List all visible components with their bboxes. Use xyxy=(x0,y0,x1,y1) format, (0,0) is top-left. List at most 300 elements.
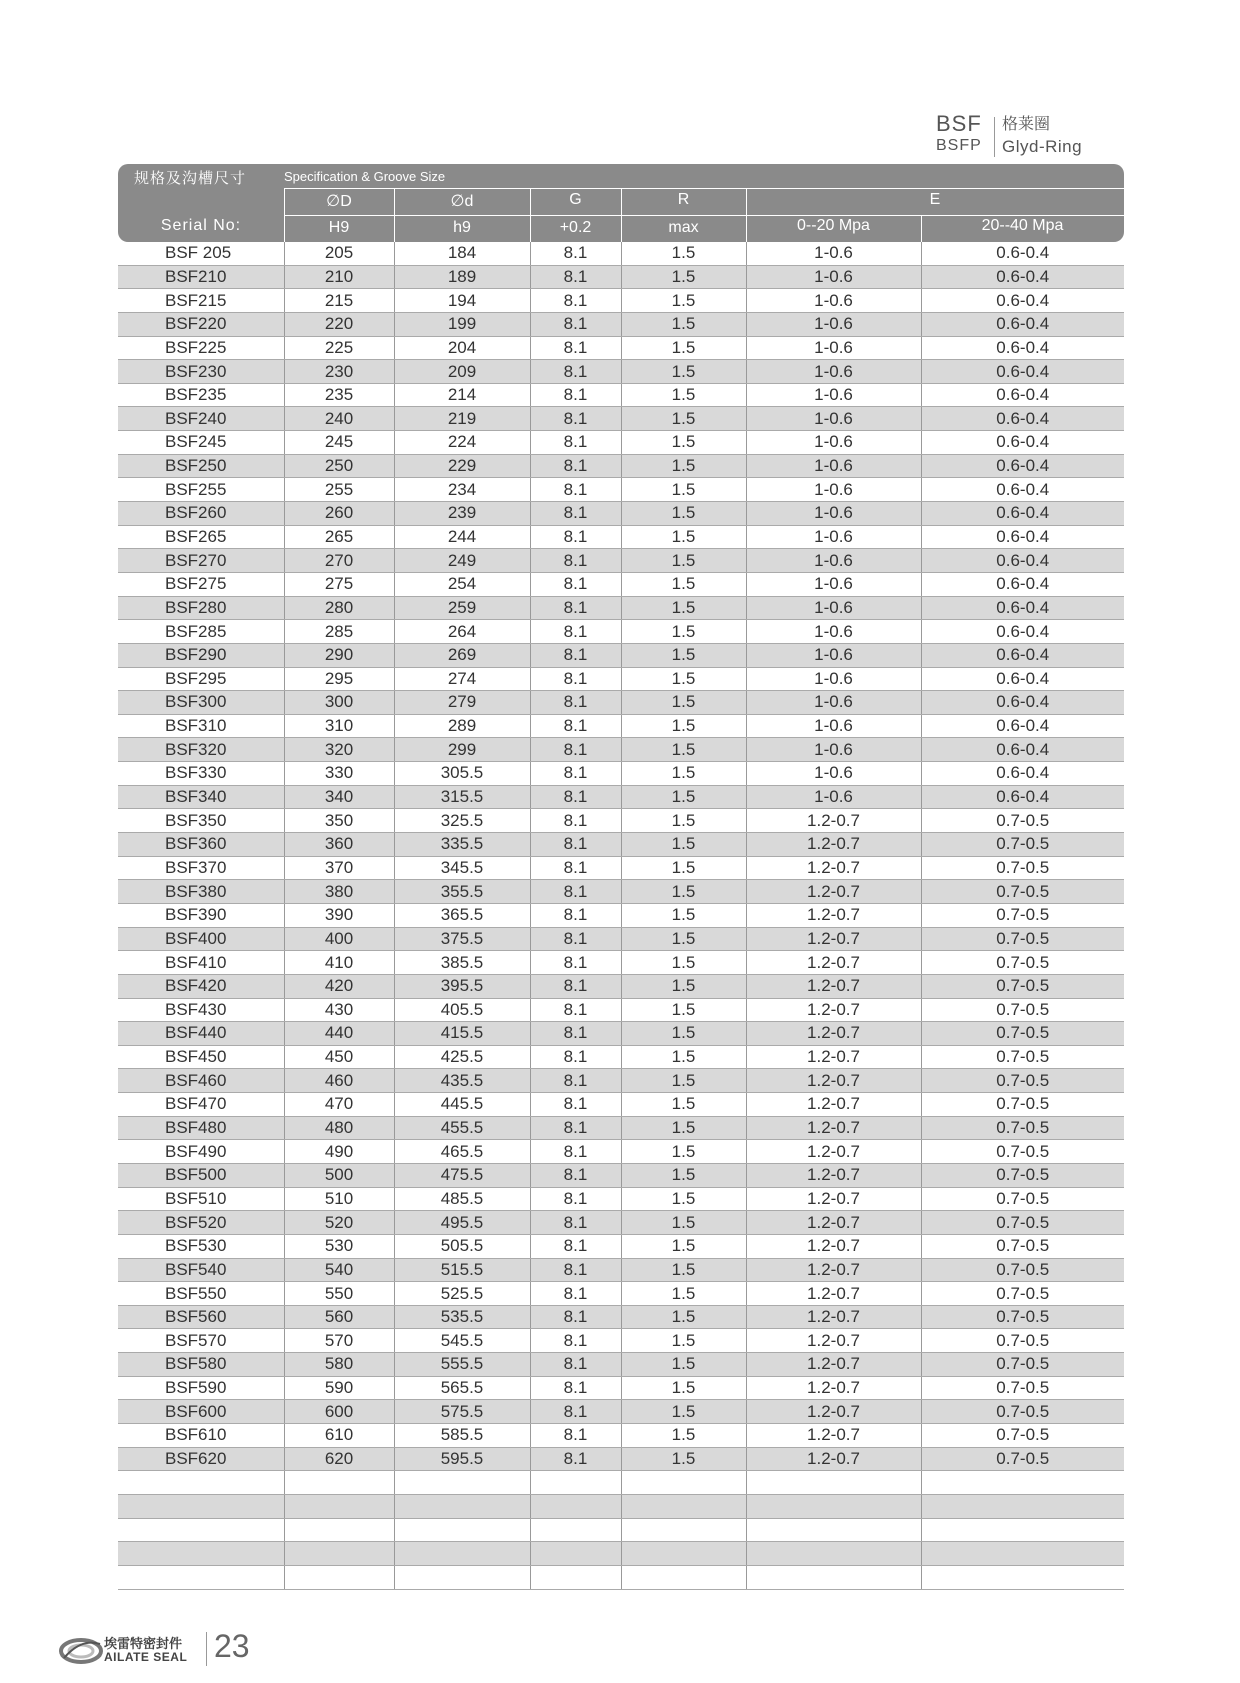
cell-gap-high: 0.6-0.4 xyxy=(921,242,1124,265)
cell-groove: 8.1 xyxy=(530,336,621,360)
cell-gap-high: 0.7-0.5 xyxy=(921,951,1124,975)
table-row xyxy=(118,572,1124,596)
col-header-G: G xyxy=(569,191,582,208)
cell-radius: 1.5 xyxy=(621,1400,746,1424)
cell-radius: 1.5 xyxy=(621,1163,746,1187)
cell-gap-low: 1.2-0.7 xyxy=(746,1069,921,1093)
col-header-R: R xyxy=(677,191,690,208)
cell-serial: BSF400 xyxy=(118,927,284,951)
cell-radius: 1.5 xyxy=(621,431,746,455)
cell-groove: 8.1 xyxy=(530,1163,621,1187)
cell-groove: 8.1 xyxy=(530,1305,621,1329)
cell-gap-low xyxy=(746,1565,921,1589)
cell-od: 215 xyxy=(284,289,394,313)
cell-od: 300 xyxy=(284,691,394,715)
cell-radius: 1.5 xyxy=(621,1376,746,1400)
cell-id: 239 xyxy=(394,502,530,526)
cell-groove: 8.1 xyxy=(530,880,621,904)
cell-gap-low: 1-0.6 xyxy=(746,454,921,478)
product-names xyxy=(1002,115,1122,159)
cell-radius: 1.5 xyxy=(621,785,746,809)
cell-radius: 1.5 xyxy=(621,502,746,526)
cell-groove xyxy=(530,1471,621,1495)
cell-serial: BSF590 xyxy=(118,1376,284,1400)
cell-groove: 8.1 xyxy=(530,572,621,596)
table-row xyxy=(118,1258,1124,1282)
cell-gap-low xyxy=(746,1471,921,1495)
table-row xyxy=(118,1353,1124,1377)
table-row xyxy=(118,903,1124,927)
table-row xyxy=(118,643,1124,667)
cell-serial: BSF 205 xyxy=(118,242,284,265)
cell-radius: 1.5 xyxy=(621,738,746,762)
col-header-d: ∅d xyxy=(450,193,474,210)
cell-id: 535.5 xyxy=(394,1305,530,1329)
cell-radius: 1.5 xyxy=(621,998,746,1022)
cell-gap-high: 0.6-0.4 xyxy=(921,407,1124,431)
cell-serial: BSF410 xyxy=(118,951,284,975)
cell-id: 515.5 xyxy=(394,1258,530,1282)
cell-gap-high: 0.7-0.5 xyxy=(921,1376,1124,1400)
table-row xyxy=(118,1234,1124,1258)
cell-gap-high: 0.6-0.4 xyxy=(921,549,1124,573)
table-row xyxy=(118,502,1124,526)
cell-id: 214 xyxy=(394,383,530,407)
cell-od: 560 xyxy=(284,1305,394,1329)
cell-od: 600 xyxy=(284,1400,394,1424)
cell-radius: 1.5 xyxy=(621,1424,746,1448)
cell-od: 295 xyxy=(284,667,394,691)
table-row xyxy=(118,880,1124,904)
table-row xyxy=(118,714,1124,738)
table-row xyxy=(118,738,1124,762)
col-sub-G: +0.2 xyxy=(559,219,592,236)
footer-divider xyxy=(206,1632,207,1666)
table-row xyxy=(118,1069,1124,1093)
cell-groove: 8.1 xyxy=(530,1447,621,1471)
cell-gap-high: 0.7-0.5 xyxy=(921,1424,1124,1448)
cell-groove: 8.1 xyxy=(530,691,621,715)
spec-table-body xyxy=(118,242,1124,1590)
cell-gap-high xyxy=(921,1471,1124,1495)
cell-gap-low: 1.2-0.7 xyxy=(746,1093,921,1117)
cell-radius: 1.5 xyxy=(621,833,746,857)
cell-od xyxy=(284,1494,394,1518)
cell-gap-low: 1-0.6 xyxy=(746,572,921,596)
cell-groove: 8.1 xyxy=(530,1282,621,1306)
cell-serial xyxy=(118,1518,284,1542)
cell-gap-low: 1-0.6 xyxy=(746,667,921,691)
cell-gap-high: 0.7-0.5 xyxy=(921,1305,1124,1329)
cell-serial xyxy=(118,1471,284,1495)
cell-gap-low: 1.2-0.7 xyxy=(746,1163,921,1187)
cell-id: 565.5 xyxy=(394,1376,530,1400)
cell-gap-high xyxy=(921,1542,1124,1566)
cell-gap-low xyxy=(746,1518,921,1542)
cell-groove: 8.1 xyxy=(530,785,621,809)
cell-gap-high xyxy=(921,1518,1124,1542)
cell-od: 320 xyxy=(284,738,394,762)
table-row xyxy=(118,762,1124,786)
cell-radius: 1.5 xyxy=(621,478,746,502)
cell-gap-low: 1.2-0.7 xyxy=(746,1022,921,1046)
cell-groove: 8.1 xyxy=(530,1258,621,1282)
cell-id: 249 xyxy=(394,549,530,573)
table-row xyxy=(118,998,1124,1022)
cell-od: 205 xyxy=(284,242,394,265)
cell-gap-low: 1.2-0.7 xyxy=(746,1305,921,1329)
cell-gap-low: 1-0.6 xyxy=(746,762,921,786)
cell-gap-low: 1.2-0.7 xyxy=(746,998,921,1022)
cell-gap-high: 0.6-0.4 xyxy=(921,643,1124,667)
cell-od: 220 xyxy=(284,312,394,336)
cell-groove xyxy=(530,1518,621,1542)
cell-groove: 8.1 xyxy=(530,1069,621,1093)
cell-radius: 1.5 xyxy=(621,691,746,715)
table-row xyxy=(118,1140,1124,1164)
cell-serial: BSF235 xyxy=(118,383,284,407)
table-title-en: Specification & Groove Size xyxy=(284,169,446,184)
cell-id: 495.5 xyxy=(394,1211,530,1235)
table-row xyxy=(118,667,1124,691)
cell-gap-low: 1.2-0.7 xyxy=(746,1045,921,1069)
cell-gap-low: 1-0.6 xyxy=(746,407,921,431)
cell-serial: BSF620 xyxy=(118,1447,284,1471)
cell-radius: 1.5 xyxy=(621,454,746,478)
cell-gap-high: 0.7-0.5 xyxy=(921,903,1124,927)
cell-gap-low: 1.2-0.7 xyxy=(746,1353,921,1377)
cell-serial xyxy=(118,1494,284,1518)
cell-id: 199 xyxy=(394,312,530,336)
cell-radius: 1.5 xyxy=(621,1140,746,1164)
cell-gap-low: 1-0.6 xyxy=(746,691,921,715)
cell-serial: BSF450 xyxy=(118,1045,284,1069)
cell-id: 259 xyxy=(394,596,530,620)
cell-serial: BSF285 xyxy=(118,620,284,644)
col-sub-R: max xyxy=(668,219,699,236)
cell-od: 260 xyxy=(284,502,394,526)
table-row xyxy=(118,1305,1124,1329)
cell-od: 280 xyxy=(284,596,394,620)
table-row xyxy=(118,1542,1124,1566)
cell-serial: BSF295 xyxy=(118,667,284,691)
cell-radius: 1.5 xyxy=(621,809,746,833)
cell-groove: 8.1 xyxy=(530,738,621,762)
cell-od: 310 xyxy=(284,714,394,738)
company-logo-icon xyxy=(58,1630,104,1670)
cell-id: 445.5 xyxy=(394,1093,530,1117)
cell-serial: BSF490 xyxy=(118,1140,284,1164)
col-header-E: E xyxy=(929,191,941,208)
table-row xyxy=(118,525,1124,549)
cell-gap-high: 0.7-0.5 xyxy=(921,833,1124,857)
cell-serial: BSF540 xyxy=(118,1258,284,1282)
cell-radius: 1.5 xyxy=(621,407,746,431)
product-code-bsf: BSF xyxy=(936,111,982,136)
cell-gap-high: 0.7-0.5 xyxy=(921,1329,1124,1353)
cell-gap-high: 0.7-0.5 xyxy=(921,809,1124,833)
cell-gap-high: 0.7-0.5 xyxy=(921,1069,1124,1093)
cell-radius: 1.5 xyxy=(621,265,746,289)
table-row xyxy=(118,974,1124,998)
cell-gap-low: 1.2-0.7 xyxy=(746,880,921,904)
cell-od: 590 xyxy=(284,1376,394,1400)
cell-od: 230 xyxy=(284,360,394,384)
cell-od: 225 xyxy=(284,336,394,360)
cell-od: 500 xyxy=(284,1163,394,1187)
cell-radius: 1.5 xyxy=(621,974,746,998)
cell-gap-low: 1.2-0.7 xyxy=(746,1140,921,1164)
cell-groove: 8.1 xyxy=(530,242,621,265)
col-header-serial: Serial No: xyxy=(160,217,242,234)
cell-gap-low: 1.2-0.7 xyxy=(746,1376,921,1400)
cell-id: 234 xyxy=(394,478,530,502)
cell-id: 415.5 xyxy=(394,1022,530,1046)
cell-id: 274 xyxy=(394,667,530,691)
cell-gap-high: 0.6-0.4 xyxy=(921,265,1124,289)
cell-id: 505.5 xyxy=(394,1234,530,1258)
company-name-cn: 埃雷特密封件 xyxy=(104,1636,183,1651)
table-row xyxy=(118,1400,1124,1424)
cell-serial: BSF340 xyxy=(118,785,284,809)
cell-serial: BSF370 xyxy=(118,856,284,880)
cell-gap-high: 0.6-0.4 xyxy=(921,478,1124,502)
cell-groove: 8.1 xyxy=(530,1093,621,1117)
cell-groove: 8.1 xyxy=(530,856,621,880)
cell-gap-high: 0.7-0.5 xyxy=(921,1187,1124,1211)
cell-id xyxy=(394,1542,530,1566)
cell-od: 550 xyxy=(284,1282,394,1306)
cell-id: 335.5 xyxy=(394,833,530,857)
cell-radius: 1.5 xyxy=(621,360,746,384)
cell-gap-high: 0.6-0.4 xyxy=(921,502,1124,526)
cell-gap-high: 0.6-0.4 xyxy=(921,785,1124,809)
cell-radius: 1.5 xyxy=(621,1258,746,1282)
table-row xyxy=(118,1424,1124,1448)
table-row xyxy=(118,242,1124,265)
cell-serial: BSF530 xyxy=(118,1234,284,1258)
cell-id: 385.5 xyxy=(394,951,530,975)
table-row xyxy=(118,1494,1124,1518)
cell-od: 430 xyxy=(284,998,394,1022)
cell-gap-high: 0.7-0.5 xyxy=(921,856,1124,880)
cell-gap-low: 1.2-0.7 xyxy=(746,1329,921,1353)
cell-groove: 8.1 xyxy=(530,502,621,526)
cell-id: 395.5 xyxy=(394,974,530,998)
cell-od xyxy=(284,1542,394,1566)
table-row xyxy=(118,1376,1124,1400)
cell-od: 530 xyxy=(284,1234,394,1258)
cell-gap-high: 0.6-0.4 xyxy=(921,336,1124,360)
cell-gap-low: 1.2-0.7 xyxy=(746,1234,921,1258)
cell-id: 435.5 xyxy=(394,1069,530,1093)
cell-od: 400 xyxy=(284,927,394,951)
cell-gap-low: 1-0.6 xyxy=(746,360,921,384)
table-row xyxy=(118,549,1124,573)
cell-groove: 8.1 xyxy=(530,289,621,313)
cell-radius: 1.5 xyxy=(621,1022,746,1046)
cell-groove: 8.1 xyxy=(530,1187,621,1211)
cell-radius xyxy=(621,1542,746,1566)
cell-gap-high: 0.6-0.4 xyxy=(921,289,1124,313)
cell-od: 270 xyxy=(284,549,394,573)
cell-serial: BSF255 xyxy=(118,478,284,502)
cell-gap-high: 0.7-0.5 xyxy=(921,1258,1124,1282)
cell-radius: 1.5 xyxy=(621,289,746,313)
cell-radius xyxy=(621,1494,746,1518)
cell-gap-high: 0.7-0.5 xyxy=(921,927,1124,951)
cell-od: 520 xyxy=(284,1211,394,1235)
cell-radius: 1.5 xyxy=(621,951,746,975)
cell-od: 340 xyxy=(284,785,394,809)
cell-gap-high: 0.7-0.5 xyxy=(921,1447,1124,1471)
cell-radius: 1.5 xyxy=(621,620,746,644)
cell-id: 595.5 xyxy=(394,1447,530,1471)
cell-gap-low: 1-0.6 xyxy=(746,525,921,549)
cell-id: 189 xyxy=(394,265,530,289)
cell-serial: BSF560 xyxy=(118,1305,284,1329)
cell-serial: BSF310 xyxy=(118,714,284,738)
cell-serial: BSF230 xyxy=(118,360,284,384)
table-row xyxy=(118,1093,1124,1117)
cell-serial xyxy=(118,1542,284,1566)
cell-serial: BSF380 xyxy=(118,880,284,904)
cell-serial xyxy=(118,1565,284,1589)
cell-groove: 8.1 xyxy=(530,1353,621,1377)
table-row xyxy=(118,265,1124,289)
cell-groove: 8.1 xyxy=(530,383,621,407)
cell-groove: 8.1 xyxy=(530,951,621,975)
cell-groove: 8.1 xyxy=(530,1140,621,1164)
cell-gap-high: 0.6-0.4 xyxy=(921,431,1124,455)
cell-od: 570 xyxy=(284,1329,394,1353)
cell-groove xyxy=(530,1542,621,1566)
cell-serial: BSF420 xyxy=(118,974,284,998)
cell-radius: 1.5 xyxy=(621,383,746,407)
table-row xyxy=(118,1116,1124,1140)
cell-serial: BSF440 xyxy=(118,1022,284,1046)
table-row xyxy=(118,1211,1124,1235)
cell-gap-low: 1-0.6 xyxy=(746,596,921,620)
cell-od: 390 xyxy=(284,903,394,927)
cell-serial: BSF265 xyxy=(118,525,284,549)
cell-id xyxy=(394,1494,530,1518)
cell-od: 580 xyxy=(284,1353,394,1377)
cell-gap-high: 0.7-0.5 xyxy=(921,880,1124,904)
cell-od: 350 xyxy=(284,809,394,833)
page-number: 23 xyxy=(214,1628,250,1664)
table-row xyxy=(118,691,1124,715)
table-row xyxy=(118,1163,1124,1187)
cell-gap-low: 1-0.6 xyxy=(746,289,921,313)
cell-gap-low: 1.2-0.7 xyxy=(746,1424,921,1448)
cell-groove: 8.1 xyxy=(530,1234,621,1258)
cell-gap-low: 1.2-0.7 xyxy=(746,1258,921,1282)
cell-serial: BSF570 xyxy=(118,1329,284,1353)
cell-id: 555.5 xyxy=(394,1353,530,1377)
table-row xyxy=(118,478,1124,502)
cell-gap-low: 1.2-0.7 xyxy=(746,833,921,857)
cell-radius: 1.5 xyxy=(621,1329,746,1353)
cell-gap-high: 0.7-0.5 xyxy=(921,1045,1124,1069)
cell-radius: 1.5 xyxy=(621,643,746,667)
cell-id: 455.5 xyxy=(394,1116,530,1140)
table-row xyxy=(118,312,1124,336)
cell-gap-high: 0.7-0.5 xyxy=(921,998,1124,1022)
cell-gap-high: 0.7-0.5 xyxy=(921,1140,1124,1164)
cell-id: 299 xyxy=(394,738,530,762)
cell-gap-low: 1-0.6 xyxy=(746,738,921,762)
cell-gap-low: 1-0.6 xyxy=(746,312,921,336)
cell-radius: 1.5 xyxy=(621,1069,746,1093)
cell-gap-high: 0.7-0.5 xyxy=(921,974,1124,998)
cell-groove: 8.1 xyxy=(530,360,621,384)
cell-serial: BSF430 xyxy=(118,998,284,1022)
cell-groove: 8.1 xyxy=(530,714,621,738)
cell-serial: BSF220 xyxy=(118,312,284,336)
col-header-D: ∅D xyxy=(326,193,352,210)
cell-serial: BSF550 xyxy=(118,1282,284,1306)
table-row xyxy=(118,856,1124,880)
cell-groove: 8.1 xyxy=(530,407,621,431)
cell-od: 290 xyxy=(284,643,394,667)
cell-groove: 8.1 xyxy=(530,809,621,833)
cell-id: 219 xyxy=(394,407,530,431)
company-name-en: AILATE SEAL xyxy=(104,1650,188,1664)
cell-serial: BSF610 xyxy=(118,1424,284,1448)
cell-groove: 8.1 xyxy=(530,596,621,620)
cell-radius xyxy=(621,1471,746,1495)
cell-gap-high: 0.6-0.4 xyxy=(921,454,1124,478)
brand-divider xyxy=(994,117,995,157)
cell-id: 224 xyxy=(394,431,530,455)
cell-id: 269 xyxy=(394,643,530,667)
cell-serial: BSF250 xyxy=(118,454,284,478)
cell-gap-high: 0.7-0.5 xyxy=(921,1116,1124,1140)
table-row xyxy=(118,620,1124,644)
cell-gap-high: 0.6-0.4 xyxy=(921,738,1124,762)
cell-gap-high: 0.6-0.4 xyxy=(921,691,1124,715)
cell-gap-high: 0.7-0.5 xyxy=(921,1400,1124,1424)
cell-gap-low: 1.2-0.7 xyxy=(746,1116,921,1140)
cell-gap-low: 1-0.6 xyxy=(746,383,921,407)
table-row xyxy=(118,1022,1124,1046)
cell-id xyxy=(394,1565,530,1589)
cell-serial: BSF580 xyxy=(118,1353,284,1377)
cell-serial: BSF215 xyxy=(118,289,284,313)
cell-serial: BSF520 xyxy=(118,1211,284,1235)
cell-od: 245 xyxy=(284,431,394,455)
cell-od: 450 xyxy=(284,1045,394,1069)
cell-id: 244 xyxy=(394,525,530,549)
cell-serial: BSF390 xyxy=(118,903,284,927)
cell-gap-low: 1.2-0.7 xyxy=(746,903,921,927)
cell-gap-high: 0.7-0.5 xyxy=(921,1282,1124,1306)
cell-groove: 8.1 xyxy=(530,525,621,549)
cell-serial: BSF460 xyxy=(118,1069,284,1093)
cell-serial: BSF350 xyxy=(118,809,284,833)
cell-serial: BSF290 xyxy=(118,643,284,667)
cell-serial: BSF240 xyxy=(118,407,284,431)
table-row xyxy=(118,289,1124,313)
cell-gap-low: 1-0.6 xyxy=(746,478,921,502)
cell-groove: 8.1 xyxy=(530,974,621,998)
cell-gap-low: 1-0.6 xyxy=(746,502,921,526)
cell-groove: 8.1 xyxy=(530,833,621,857)
cell-radius: 1.5 xyxy=(621,312,746,336)
product-code-bsfp: BSFP xyxy=(936,137,982,154)
cell-groove: 8.1 xyxy=(530,454,621,478)
